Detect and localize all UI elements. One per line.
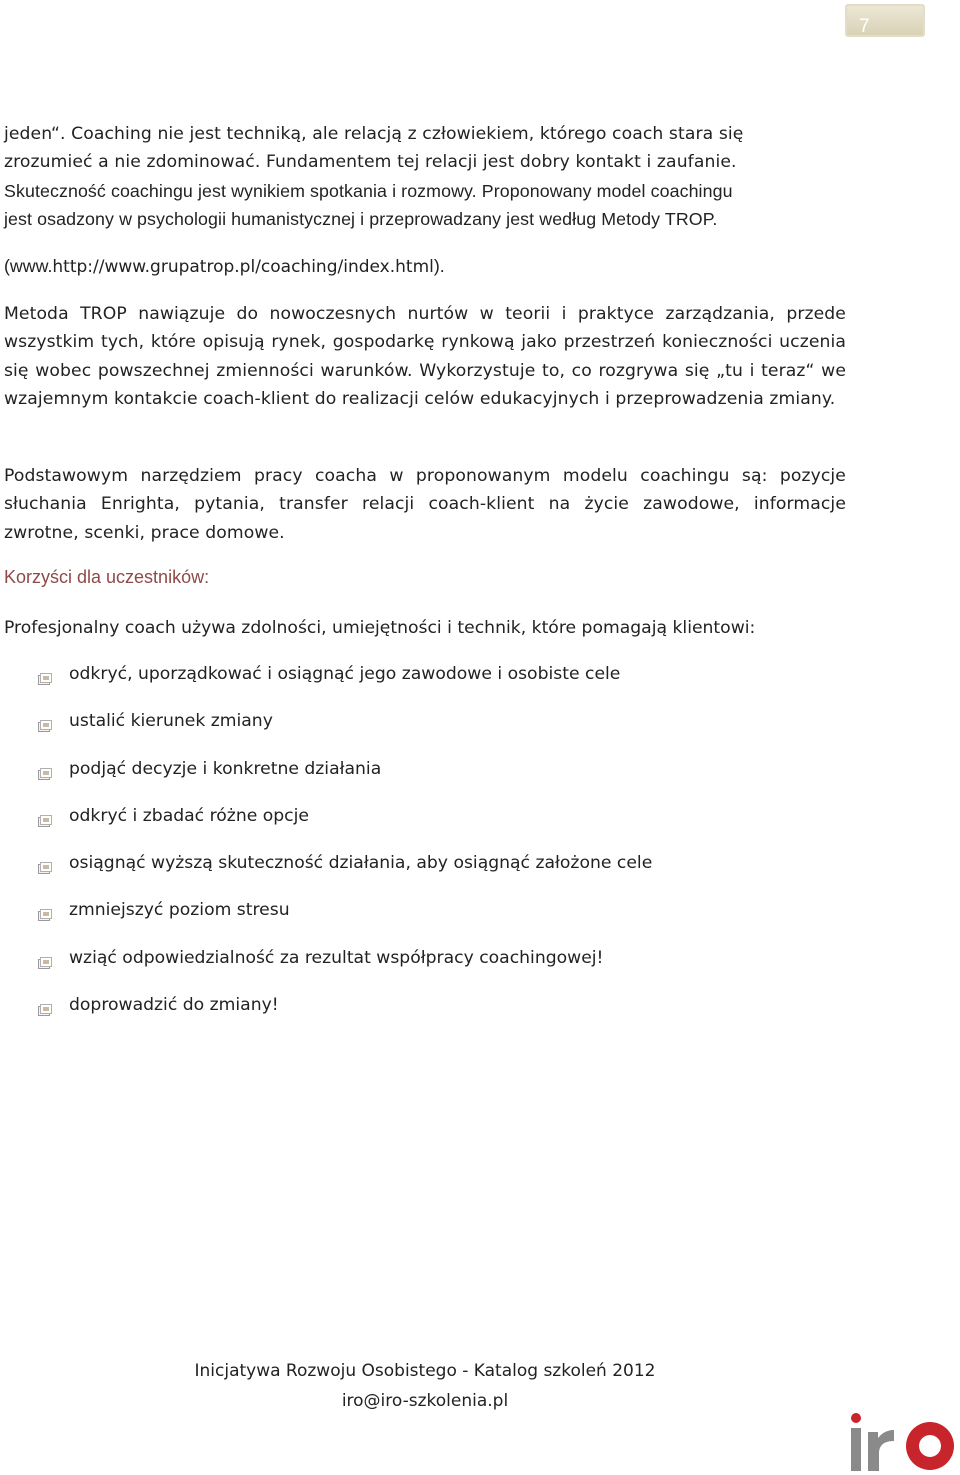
bullet-icon [38,856,51,868]
footer-email[interactable]: iro@iro-szkolenia.pl [341,1391,509,1411]
link-suffix: ). [433,256,445,276]
paragraph-2-text: Metoda TROP nawiązuje do nowoczesnych nurtów w teorii i praktyce zarządzania, przede wszystkim tych, które opisują rynek, gospodarkę rynkową jako przestrzeń konieczności uczenia się wobec powszechnej zmienności warunków. Wykorzystuje to, co rozgrywa się „tu i teraz“ we wzajemnym kontakcie coach-klient do realizacji celów edukacyjnych i przeprowadzenia zmiany. [4,304,846,410]
paragraph-1-line: jest osadzony w psychologii humanistycznej i przeprowadzany jest według Metody TROP. [4,209,718,230]
list-item [38,991,652,1038]
bullet-icon [38,998,51,1010]
list-item [38,755,652,802]
benefits-intro: Profesjonalny coach używa zdolności, umiejętności i technik, które pomagają klientowi: [4,618,756,638]
paragraph-1-line: Skuteczność coachingu jest wynikiem spotkania i rozmowy. Proponowany model coachingu [4,180,733,201]
list-item-text: doprowadzić do zmiany! [69,995,279,1016]
page-number-box [845,4,925,37]
iro-logo [848,1408,960,1471]
bullet-icon [38,667,51,679]
bullet-icon [38,951,51,963]
bullet-icon [38,762,51,774]
list-item-text: odkryć i zbadać różne opcje [69,805,309,826]
paragraph-3 [4,462,846,547]
paragraph-3-text: Podstawowym narzędziem pracy coacha w proponowanym modelu coachingu są: pozycje słuchania Enrighta, pytania, transfer relacji coach-klient na życie zawodowe, informacje zwrotne, scenki, prace domowe. [4,466,846,543]
list-item [38,660,652,707]
paragraph-1-line: zrozumieć a nie zdominować. Fundamentem tej relacji jest dobry kontakt i zaufanie. [4,152,737,173]
section-heading: Korzyści dla uczestników: [4,567,210,587]
list-item-text: zmniejszyć poziom stresu [69,900,290,921]
bullet-icon [38,714,51,726]
list-item-text: odkryć, uporządkować i osiągnąć jego zawodowe i osobiste cele [69,664,621,684]
paragraph-2 [4,300,846,414]
benefits-list [38,660,652,1038]
source-link-line [4,256,445,277]
bullet-icon [38,903,51,915]
list-item [38,707,652,754]
list-item-text: ustalić kierunek zmiany [69,711,273,732]
link-prefix: (www. [4,256,53,276]
paragraph-1-line: jeden“. Coaching nie jest techniką, ale relacją z człowiekiem, którego coach stara się [4,124,744,144]
list-item [38,944,652,991]
bullet-icon [38,809,51,821]
list-item-text: osiągnąć wyższą skuteczność działania, aby osiągnąć założone cele [69,853,653,874]
source-link[interactable]: http://www.grupatrop.pl/coaching/index.html [52,257,434,277]
list-item-text: podjąć decyzje i konkretne działania [69,758,382,779]
footer-title: Inicjatywa Rozwoju Osobistego - Katalog szkoleń 2012 [194,1361,656,1381]
list-item-text: wziąć odpowiedzialność za rezultat współpracy coachingowej! [69,947,604,968]
list-item [38,802,652,849]
list-item [38,896,652,943]
list-item [38,849,652,896]
page-number: 7 [859,16,870,37]
paragraph-1 [4,120,846,234]
